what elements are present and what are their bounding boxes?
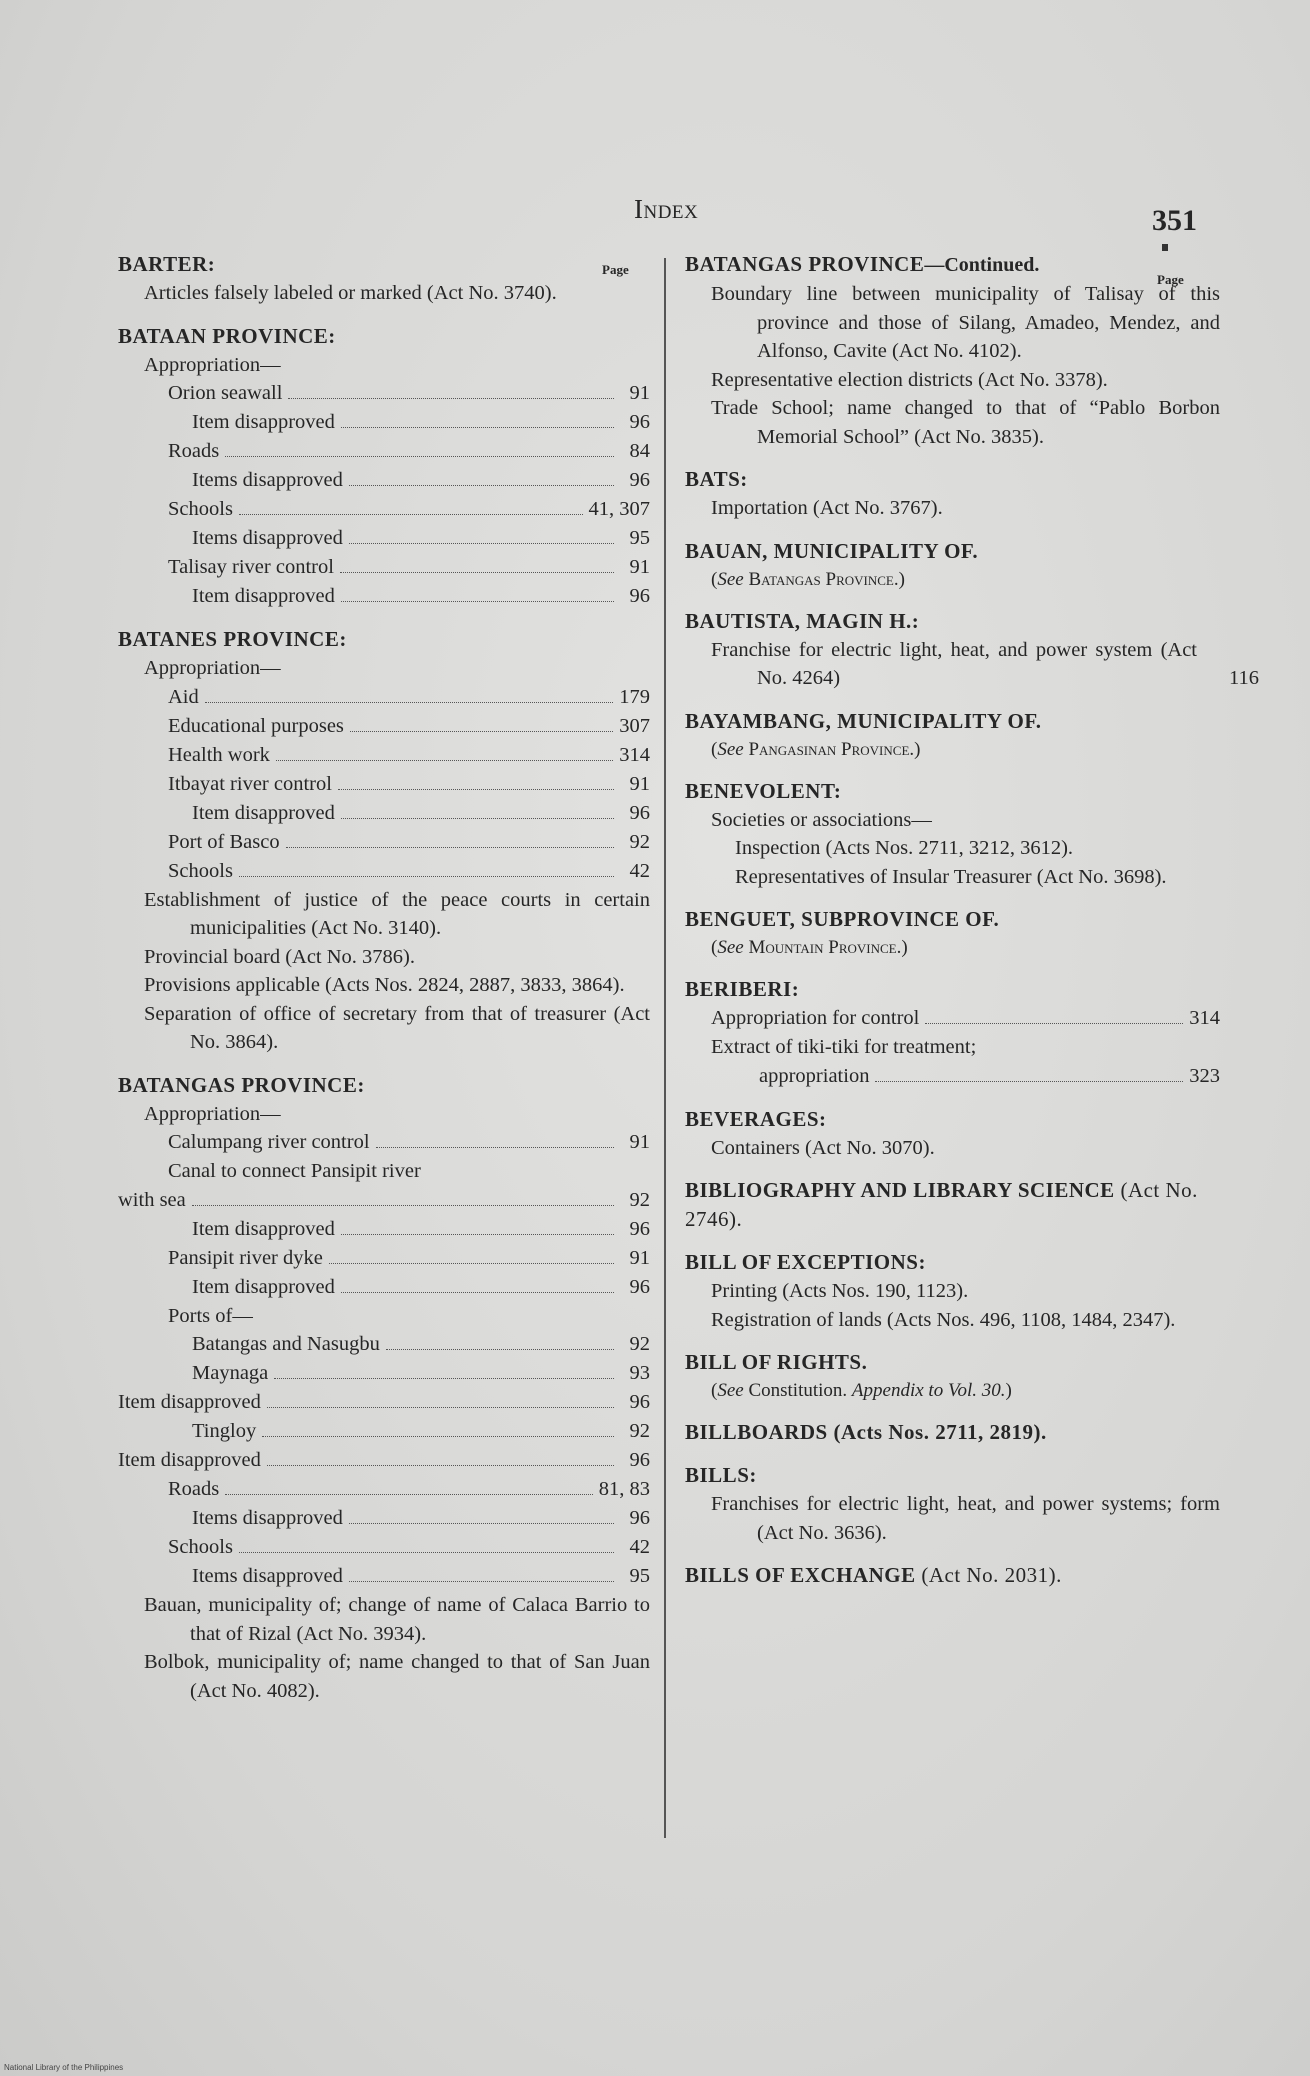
index-subentry: Inspection (Acts Nos. 2711, 3212, 3612).	[735, 837, 1074, 859]
index-entry	[118, 625, 650, 1057]
index-entry	[685, 537, 1220, 593]
index-line	[118, 1504, 650, 1533]
left-page-column-label: Page	[602, 262, 629, 277]
index-subentry: Provincial board (Act No. 3786).	[144, 945, 415, 968]
index-line	[685, 1062, 1220, 1091]
leader-dots	[341, 427, 614, 428]
index-line	[118, 799, 650, 828]
page-ref: 314	[619, 743, 650, 766]
index-line	[118, 683, 650, 712]
heading-text: BILL OF RIGHTS.	[685, 1350, 868, 1374]
index-line	[118, 770, 650, 799]
leader-dots	[276, 760, 613, 761]
entry-heading	[118, 1071, 650, 1100]
page-ref: 96	[629, 1275, 650, 1298]
index-line	[118, 1562, 650, 1591]
leader-dots	[225, 456, 614, 457]
heading-text: BATANGAS PROVINCE:	[118, 1072, 365, 1097]
index-line	[118, 741, 650, 770]
line-label: Itbayat river control	[168, 772, 332, 795]
index-line	[118, 712, 650, 741]
heading-text: BAUTISTA, MAGIN H.:	[685, 608, 920, 633]
leader-dots	[267, 1465, 614, 1466]
see-suffix: .)	[893, 568, 905, 590]
line-label: Maynaga	[192, 1362, 269, 1384]
index-line	[685, 636, 1259, 693]
leader-dots	[349, 485, 614, 486]
entry-heading	[118, 322, 650, 351]
index-subentry: Articles falsely labeled or marked (Act No. 3740).	[144, 282, 557, 304]
index-line	[118, 466, 650, 495]
page-ref: 81, 83	[598, 1478, 650, 1500]
index-line	[118, 1186, 650, 1215]
leader-dots	[225, 1494, 593, 1495]
line-label: Item disapproved	[118, 1449, 261, 1471]
index-line	[118, 1330, 650, 1359]
leader-dots	[349, 543, 614, 544]
entry-heading	[118, 625, 650, 654]
see-suffix: .)	[896, 937, 908, 958]
index-subentry: Appropriation—	[144, 353, 281, 376]
page-ref: 42	[629, 859, 650, 882]
index-line	[118, 1128, 650, 1157]
heading-text: BATANES PROVINCE:	[118, 627, 347, 651]
index-entry	[685, 607, 1259, 693]
page-ref: 314	[1189, 1007, 1220, 1029]
entry-heading	[685, 975, 1220, 1004]
heading-text: BEVERAGES:	[685, 1106, 827, 1131]
line-label: Items disapproved	[192, 1565, 343, 1587]
entry-heading	[685, 1176, 1220, 1234]
leader-dots	[239, 514, 583, 515]
entry-heading	[685, 1105, 1220, 1134]
heading-text: BIBLIOGRAPHY AND LIBRARY SCIENCE	[685, 1178, 1115, 1202]
footer-note: National Library of the Philippines	[4, 2063, 124, 2072]
index-entry	[685, 1248, 1220, 1334]
index-entry	[685, 1176, 1220, 1234]
heading-text: BATS:	[685, 467, 748, 491]
index-entry	[118, 1071, 650, 1706]
page-ref: 91	[629, 556, 650, 578]
leader-dots	[875, 1081, 1183, 1082]
index-subentry: Representative election districts (Act No. 3378).	[711, 368, 1108, 391]
page-ref: 95	[629, 527, 650, 549]
entry-heading	[685, 465, 1220, 494]
leader-dots	[286, 847, 614, 848]
index-entry	[685, 975, 1220, 1091]
line-label: Appropriation for control	[711, 1007, 920, 1029]
line-label: Roads	[168, 1478, 220, 1500]
index-line	[118, 1533, 650, 1562]
index-line	[118, 495, 650, 524]
heading-tail: (Act No. 2746).	[685, 1178, 1198, 1231]
page-ref: 96	[629, 411, 650, 433]
page-ref: 116	[1229, 666, 1259, 689]
index-entry	[685, 1348, 1220, 1404]
line-label: Item disapproved	[192, 1217, 335, 1240]
index-line	[118, 1388, 650, 1417]
leader-dots	[341, 1234, 614, 1235]
see-prefix: (See Constitution.	[711, 1380, 852, 1401]
heading-continued: —Continued.	[924, 254, 1040, 276]
index-line	[118, 828, 650, 857]
entry-heading	[685, 1348, 1220, 1377]
index-line	[685, 1004, 1220, 1033]
leader-dots	[205, 702, 614, 703]
entry-heading	[685, 1418, 1220, 1447]
index-subentry: Registration of lands (Acts Nos. 496, 1108, 1484, 2347).	[711, 1308, 1176, 1331]
index-subentry: Ports of—	[168, 1304, 253, 1327]
line-label: Items disapproved	[192, 469, 343, 491]
cross-reference	[685, 736, 1220, 763]
heading-text: BARTER:	[118, 252, 216, 276]
line-label: Canal to connect Pansipit river	[168, 1160, 421, 1182]
page-ref: 92	[629, 1420, 650, 1442]
index-line	[118, 582, 650, 611]
index-entry	[685, 1105, 1220, 1163]
entry-heading	[685, 1248, 1220, 1277]
line-label: Item disapproved	[118, 1391, 261, 1413]
page-ref: 91	[629, 772, 650, 795]
line-label: Item disapproved	[192, 585, 335, 607]
leader-dots	[192, 1205, 614, 1206]
line-label: Roads	[168, 440, 220, 462]
index-line	[118, 1475, 650, 1504]
page-ref: 91	[629, 1131, 650, 1153]
page-ref: 96	[629, 1217, 650, 1240]
leader-dots	[349, 1523, 614, 1524]
heading-text: BATANGAS PROVINCE	[685, 252, 925, 276]
right-entries	[685, 250, 1259, 1590]
line-label-cont: appropriation	[759, 1064, 870, 1087]
page-ref: 179	[619, 685, 650, 708]
page-ref: 95	[629, 1565, 650, 1587]
page-ref: 92	[629, 1333, 650, 1355]
leader-dots	[341, 818, 614, 819]
page-ref: 96	[629, 801, 650, 824]
leader-dots	[267, 1407, 614, 1408]
index-subentry: Importation (Act No. 3767).	[711, 497, 943, 519]
index-subentry: Boundary line between municipality of Talisay of this province and those of Silang, Amadeo, Mendez, and Alfonso, Cavite (Act No. 4102).	[711, 283, 1220, 362]
page-ref: 84	[629, 440, 650, 462]
line-label: Extract of tiki-tiki for treatment;	[711, 1036, 977, 1058]
index-entry	[685, 465, 1220, 523]
page-ref: 92	[629, 830, 650, 853]
index-line	[118, 1417, 650, 1446]
line-label: Schools	[168, 859, 233, 882]
page-ref: 91	[629, 382, 650, 404]
index-subentry: Franchise for electric light, heat, and power system (Act No. 4264)	[711, 638, 1197, 689]
leader-dots	[274, 1378, 614, 1379]
page-ref: 96	[629, 1391, 650, 1413]
line-label: Schools	[168, 1536, 233, 1558]
line-label: Item disapproved	[192, 801, 335, 824]
see-suffix: .)	[909, 738, 921, 760]
page-ref: 307	[619, 714, 650, 737]
entry-heading	[685, 1561, 1220, 1590]
line-label: Aid	[168, 685, 199, 708]
leader-dots	[925, 1023, 1183, 1024]
entry-heading	[685, 707, 1220, 736]
heading-text: BILLS:	[685, 1463, 757, 1487]
column-divider	[664, 258, 666, 1838]
index-line	[118, 1359, 650, 1388]
line-label: Talisay river control	[168, 556, 334, 578]
index-subentry: Printing (Acts Nos. 190, 1123).	[711, 1280, 969, 1302]
page-ref: 96	[629, 585, 650, 607]
line-label: Orion seawall	[168, 382, 283, 404]
leader-dots	[386, 1349, 614, 1350]
index-line	[118, 524, 650, 553]
right-page-column-label: Page	[1157, 272, 1184, 287]
index-entry	[685, 777, 1220, 892]
index-subentry: Bolbok, municipality of; name changed to that of San Juan (Act No. 4082).	[144, 1651, 650, 1702]
index-line	[118, 857, 650, 886]
heading-text: BAUAN, MUNICIPALITY OF.	[685, 538, 979, 563]
page-ref: 93	[629, 1362, 650, 1384]
page-ref: 92	[629, 1188, 650, 1211]
heading-tail: (Act No. 2031).	[915, 1563, 1062, 1587]
index-subentry: Containers (Act No. 3070).	[711, 1136, 935, 1159]
entry-heading	[685, 777, 1220, 806]
entry-heading	[685, 537, 1220, 566]
index-line	[118, 1244, 650, 1273]
line-label: Health work	[168, 743, 270, 766]
entry-heading	[685, 607, 1220, 636]
index-subentry: Establishment of justice of the peace courts in certain municipalities (Act No. 3140).	[144, 888, 650, 939]
heading-text: BERIBERI:	[685, 977, 800, 1001]
see-prefix: (See	[711, 738, 744, 760]
leader-dots	[340, 572, 614, 573]
heading-text: BENGUET, SUBPROVINCE OF.	[685, 907, 1000, 931]
index-entry	[118, 322, 650, 612]
page-ref: 96	[629, 1449, 650, 1471]
leader-dots	[288, 398, 614, 399]
line-label: Items disapproved	[192, 527, 343, 549]
index-entry	[685, 250, 1220, 451]
see-target: Appendix to Vol. 30.	[851, 1380, 1006, 1401]
line-label: Item disapproved	[192, 1275, 335, 1298]
heading-text: BAYAMBANG, MUNICIPALITY OF.	[685, 708, 1042, 733]
leader-dots	[262, 1436, 614, 1437]
page-ref: 91	[629, 1246, 650, 1269]
heading-text: BILLBOARDS (Acts Nos. 2711, 2819).	[685, 1420, 1047, 1444]
see-suffix: )	[1005, 1380, 1012, 1401]
page-ref: 96	[629, 1507, 650, 1529]
page-ref: 41, 307	[588, 498, 650, 520]
cross-reference	[685, 566, 1220, 593]
heading-text: BILLS OF EXCHANGE	[685, 1563, 916, 1587]
index-subentry: Trade School; name changed to that of “Pablo Borbon Memorial School” (Act No. 3835).	[711, 397, 1220, 448]
index-line	[118, 437, 650, 466]
leader-dots	[376, 1147, 614, 1148]
line-label: Batangas and Nasugbu	[192, 1333, 380, 1355]
index-line	[118, 379, 650, 408]
leader-dots	[239, 876, 614, 877]
right-column	[685, 250, 1259, 1604]
index-line	[118, 1215, 650, 1244]
page-ref: 42	[629, 1536, 650, 1558]
index-subentry: Representatives of Insular Treasurer (Act No. 3698).	[735, 865, 1167, 888]
leader-dots	[329, 1263, 614, 1264]
index-subentry: Societies or associations—	[711, 808, 932, 831]
index-subentry: Bauan, municipality of; change of name of Calaca Barrio to that of Rizal (Act No. 3934).	[144, 1594, 650, 1645]
entry-heading	[685, 905, 1220, 934]
leader-dots	[338, 789, 614, 790]
cross-reference	[685, 934, 1220, 961]
see-prefix: (See	[711, 568, 744, 590]
index-subentry: Provisions applicable (Acts Nos. 2824, 2887, 3833, 3864).	[144, 974, 625, 996]
index-line	[118, 553, 650, 582]
leader-dots	[349, 1581, 614, 1582]
index-entry	[118, 250, 650, 308]
index-line	[118, 1273, 650, 1302]
see-target: Pangasinan Province	[748, 738, 910, 760]
index-entry	[685, 1461, 1220, 1547]
index-entry	[685, 707, 1220, 763]
entry-heading	[118, 250, 650, 279]
page-number: 351	[1152, 204, 1197, 237]
line-label: Port of Basco	[168, 830, 280, 853]
line-label: Schools	[168, 498, 233, 520]
see-target: Mountain Province	[748, 937, 897, 958]
page-ref: 96	[629, 469, 650, 491]
left-column	[118, 250, 650, 1719]
line-label: Item disapproved	[192, 411, 335, 433]
index-entry	[685, 1418, 1220, 1447]
index-subentry: Separation of office of secretary from that of treasurer (Act No. 3864).	[144, 1002, 650, 1053]
entry-heading	[685, 1461, 1220, 1490]
left-entries	[118, 250, 650, 1705]
line-label: Educational purposes	[168, 714, 344, 737]
index-subentry: Franchises for electric light, heat, and power systems; form (Act No. 3636).	[711, 1493, 1220, 1544]
see-prefix: (See	[711, 937, 744, 958]
leader-dots	[341, 601, 614, 602]
index-entry	[685, 905, 1220, 961]
line-label: Pansipit river dyke	[168, 1246, 323, 1269]
see-target: Batangas Province	[748, 568, 894, 590]
index-subentry: Appropriation—	[144, 657, 281, 679]
index-subentry: Appropriation—	[144, 1102, 281, 1125]
line-label-cont: with sea	[118, 1188, 186, 1211]
page-title: Index	[634, 194, 699, 224]
line-label: Items disapproved	[192, 1507, 343, 1529]
entry-heading	[685, 250, 1220, 280]
page-ref: 323	[1189, 1064, 1220, 1087]
index-entry	[685, 1561, 1220, 1590]
line-label: Calumpang river control	[168, 1131, 370, 1153]
heading-text: BATAAN PROVINCE:	[118, 323, 336, 348]
leader-dots	[239, 1552, 614, 1553]
leader-dots	[341, 1292, 614, 1293]
leader-dots	[350, 731, 613, 732]
index-line	[118, 1446, 650, 1475]
heading-text: BILL OF EXCEPTIONS:	[685, 1250, 926, 1274]
index-line	[118, 408, 650, 437]
cross-reference	[685, 1377, 1220, 1404]
line-label: Tingloy	[192, 1420, 257, 1442]
heading-text: BENEVOLENT:	[685, 778, 842, 803]
